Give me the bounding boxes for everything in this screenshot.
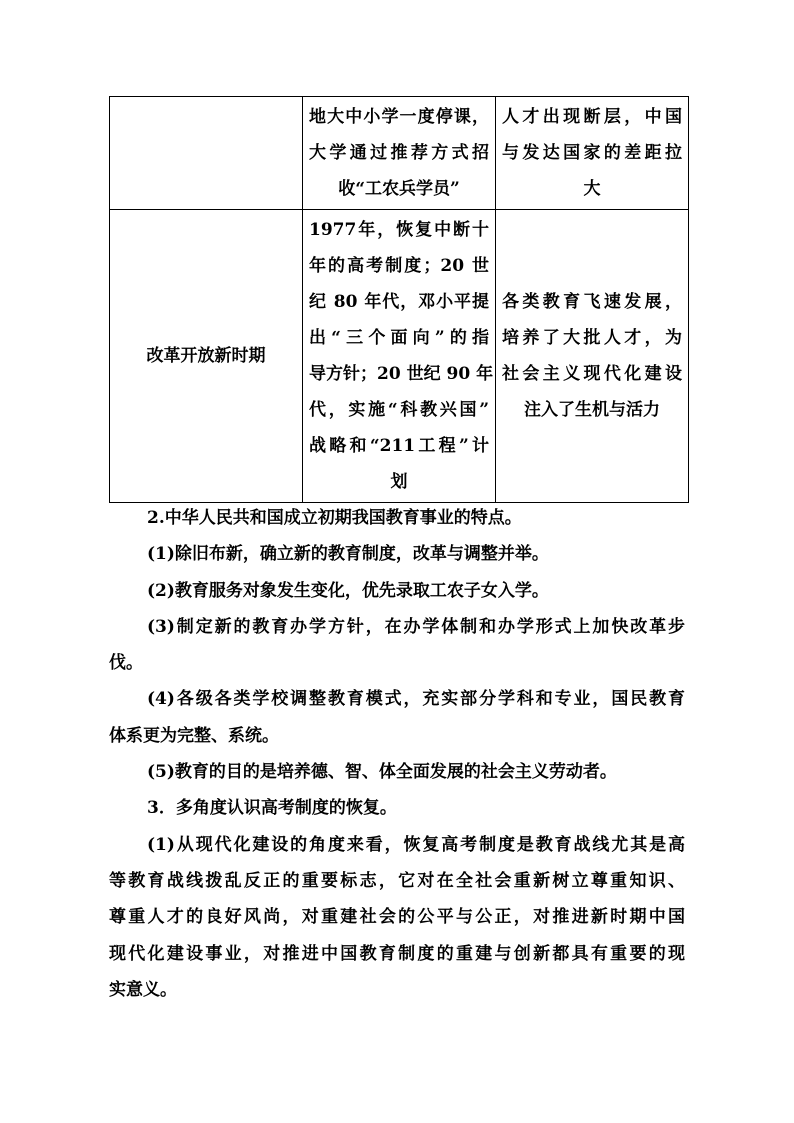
text-line: 尊重人才的良好风尚，对重建社会的公平与公正，对推进新时期中国 [109, 907, 685, 928]
list-item: (2)教育服务对象发生变化，优先录取工农子女入学。 [147, 580, 549, 601]
text-line: 导方针；20 世纪 90 年 [309, 364, 494, 384]
text-line: 地大中小学一度停课， [309, 107, 489, 127]
impact-cell [496, 97, 689, 210]
text-line: (1)从现代化建设的角度来看，恢复高考制度是教育战线尤其是高 [147, 834, 685, 855]
period-cell: 改革开放新时期 [110, 210, 303, 503]
policy-cell [303, 210, 496, 503]
text-line: 战略和“211工程”计 [309, 436, 489, 456]
list-item [109, 827, 685, 1008]
text-line: 培养了大批人才，为 [502, 328, 682, 348]
period-cell [110, 97, 303, 210]
text-line: 伐。 [109, 653, 143, 674]
text-line: 大 [583, 179, 601, 199]
education-history-table [109, 96, 689, 503]
policy-text [303, 210, 495, 502]
table-row [110, 97, 689, 210]
text-line: 注入了生机与活力 [524, 400, 660, 420]
text-line: 大学通过推荐方式招 [309, 143, 489, 163]
text-line: 人才出现断层，中国 [502, 107, 682, 127]
list-item [109, 681, 685, 754]
text-line: (3)制定新的教育办学方针，在办学体制和办学形式上加快改革步 [147, 616, 685, 637]
list-item [109, 609, 685, 682]
body-text [109, 500, 685, 1008]
impact-cell [496, 210, 689, 503]
text-line: 纪 80 年代，邓小平提 [309, 292, 489, 312]
list-item: (1)除旧布新，确立新的教育制度，改革与调整并举。 [147, 544, 549, 565]
text-line: 代，实施“科教兴国” [309, 400, 489, 420]
text-line: 实意义。 [109, 979, 177, 1000]
impact-text [496, 97, 688, 209]
text-line: 收“工农兵学员” [338, 179, 460, 199]
text-line: 各类教育飞速发展， [502, 292, 682, 312]
text-line: 体系更为完整、系统。 [109, 725, 279, 746]
policy-cell [303, 97, 496, 210]
impact-text [496, 282, 688, 430]
text-line: 出“三个面向”的指 [309, 328, 489, 348]
list-item: (5)教育的目的是培养德、智、体全面发展的社会主义劳动者。 [147, 762, 617, 783]
text-line: 社会主义现代化建设 [502, 364, 682, 384]
text-line: 等教育战线拨乱反正的重要标志，它对在全社会重新树立尊重知识、 [109, 870, 685, 891]
text-line: 1977年，恢复中断十 [309, 220, 489, 240]
section-heading: 3．多角度认识高考制度的恢复。 [147, 798, 397, 819]
text-line: (4)各级各类学校调整教育模式，充实部分学科和专业，国民教育 [147, 689, 685, 710]
text-line: 年的高考制度；20 世 [309, 256, 489, 276]
table-row [110, 210, 689, 503]
section-heading: 2.中华人民共和国成立初期我国教育事业的特点。 [147, 508, 522, 528]
text-line: 与发达国家的差距拉 [502, 143, 682, 163]
text-line: 现代化建设事业，对推进中国教育制度的重建与创新都具有重要的现 [109, 943, 685, 964]
policy-text [303, 97, 495, 209]
text-line: 划 [390, 472, 408, 492]
